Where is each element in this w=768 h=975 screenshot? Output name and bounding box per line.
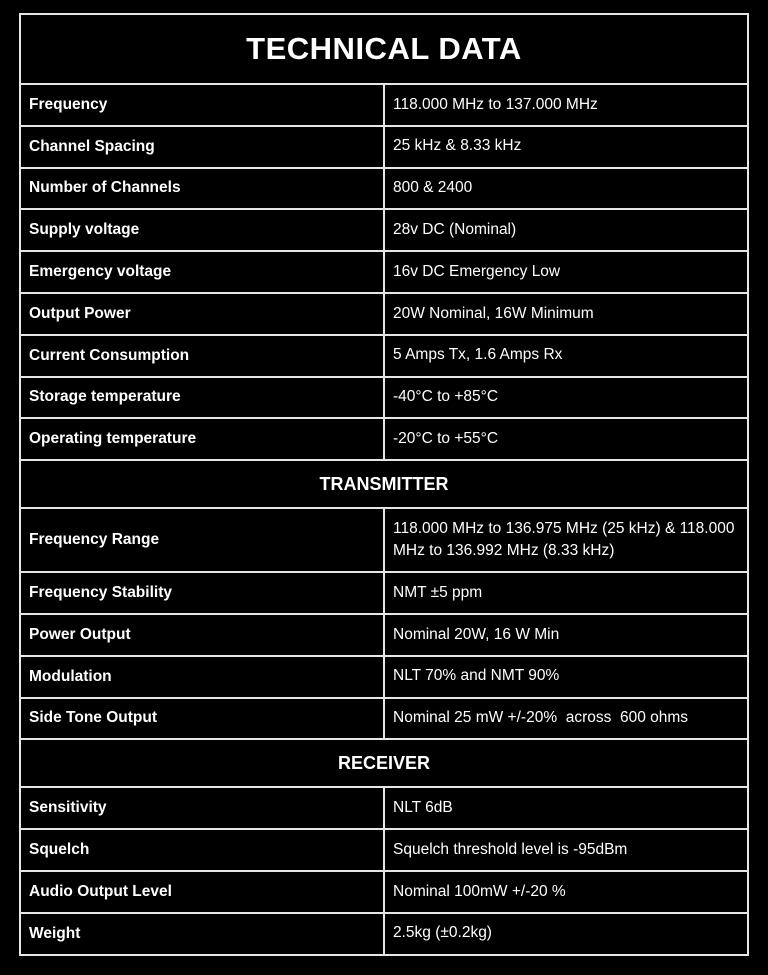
spec-value: Squelch threshold level is -95dBm [384, 829, 748, 871]
spec-value: NMT ±5 ppm [384, 572, 748, 614]
spec-label: Channel Spacing [20, 126, 384, 168]
spec-label: Weight [20, 913, 384, 955]
spec-row-modulation [20, 656, 748, 698]
section-heading-receiver: RECEIVER [20, 739, 748, 787]
spec-row-current-consumption [20, 335, 748, 377]
spec-value: 118.000 MHz to 136.975 MHz (25 kHz) & 118.000 MHz to 136.992 MHz (8.33 kHz) [384, 508, 748, 572]
technical-data-table [19, 13, 749, 956]
spec-row-frequency-range [20, 508, 748, 572]
spec-value: 25 kHz & 8.33 kHz [384, 126, 748, 168]
section-heading-transmitter: TRANSMITTER [20, 460, 748, 508]
spec-row-channel-spacing [20, 126, 748, 168]
spec-label: Frequency Range [20, 508, 384, 572]
table-title: TECHNICAL DATA [20, 14, 748, 84]
spec-row-audio-output-level [20, 871, 748, 913]
spec-value: Nominal 100mW +/-20 % [384, 871, 748, 913]
spec-row-emergency-voltage [20, 251, 748, 293]
spec-row-power-output [20, 614, 748, 656]
spec-label: Frequency [20, 84, 384, 126]
spec-value: 5 Amps Tx, 1.6 Amps Rx [384, 335, 748, 377]
spec-row-frequency-stability [20, 572, 748, 614]
section-row-receiver [20, 739, 748, 787]
spec-value: NLT 6dB [384, 787, 748, 829]
spec-row-side-tone-output [20, 698, 748, 740]
title-row [20, 14, 748, 84]
spec-value: 2.5kg (±0.2kg) [384, 913, 748, 955]
spec-row-storage-temperature [20, 377, 748, 419]
spec-label: Frequency Stability [20, 572, 384, 614]
spec-label: Emergency voltage [20, 251, 384, 293]
spec-row-number-of-channels [20, 168, 748, 210]
spec-value: 28v DC (Nominal) [384, 209, 748, 251]
spec-label: Supply voltage [20, 209, 384, 251]
spec-value: -40°C to +85°C [384, 377, 748, 419]
spec-label: Current Consumption [20, 335, 384, 377]
technical-data-body [20, 14, 748, 955]
spec-row-squelch [20, 829, 748, 871]
spec-label: Side Tone Output [20, 698, 384, 740]
spec-label: Sensitivity [20, 787, 384, 829]
spec-value: 16v DC Emergency Low [384, 251, 748, 293]
spec-label: Output Power [20, 293, 384, 335]
spec-label: Operating temperature [20, 418, 384, 460]
spec-label: Storage temperature [20, 377, 384, 419]
spec-value: 118.000 MHz to 137.000 MHz [384, 84, 748, 126]
spec-value: Nominal 25 mW +/-20% across 600 ohms [384, 698, 748, 740]
section-row-transmitter [20, 460, 748, 508]
spec-row-operating-temperature [20, 418, 748, 460]
spec-row-weight [20, 913, 748, 955]
spec-label: Squelch [20, 829, 384, 871]
spec-value: 800 & 2400 [384, 168, 748, 210]
spec-row-output-power [20, 293, 748, 335]
spec-value: -20°C to +55°C [384, 418, 748, 460]
spec-label: Audio Output Level [20, 871, 384, 913]
spec-row-sensitivity [20, 787, 748, 829]
spec-value: NLT 70% and NMT 90% [384, 656, 748, 698]
spec-label: Number of Channels [20, 168, 384, 210]
spec-value: 20W Nominal, 16W Minimum [384, 293, 748, 335]
spec-row-frequency [20, 84, 748, 126]
spec-label: Modulation [20, 656, 384, 698]
spec-value: Nominal 20W, 16 W Min [384, 614, 748, 656]
spec-row-supply-voltage [20, 209, 748, 251]
spec-label: Power Output [20, 614, 384, 656]
